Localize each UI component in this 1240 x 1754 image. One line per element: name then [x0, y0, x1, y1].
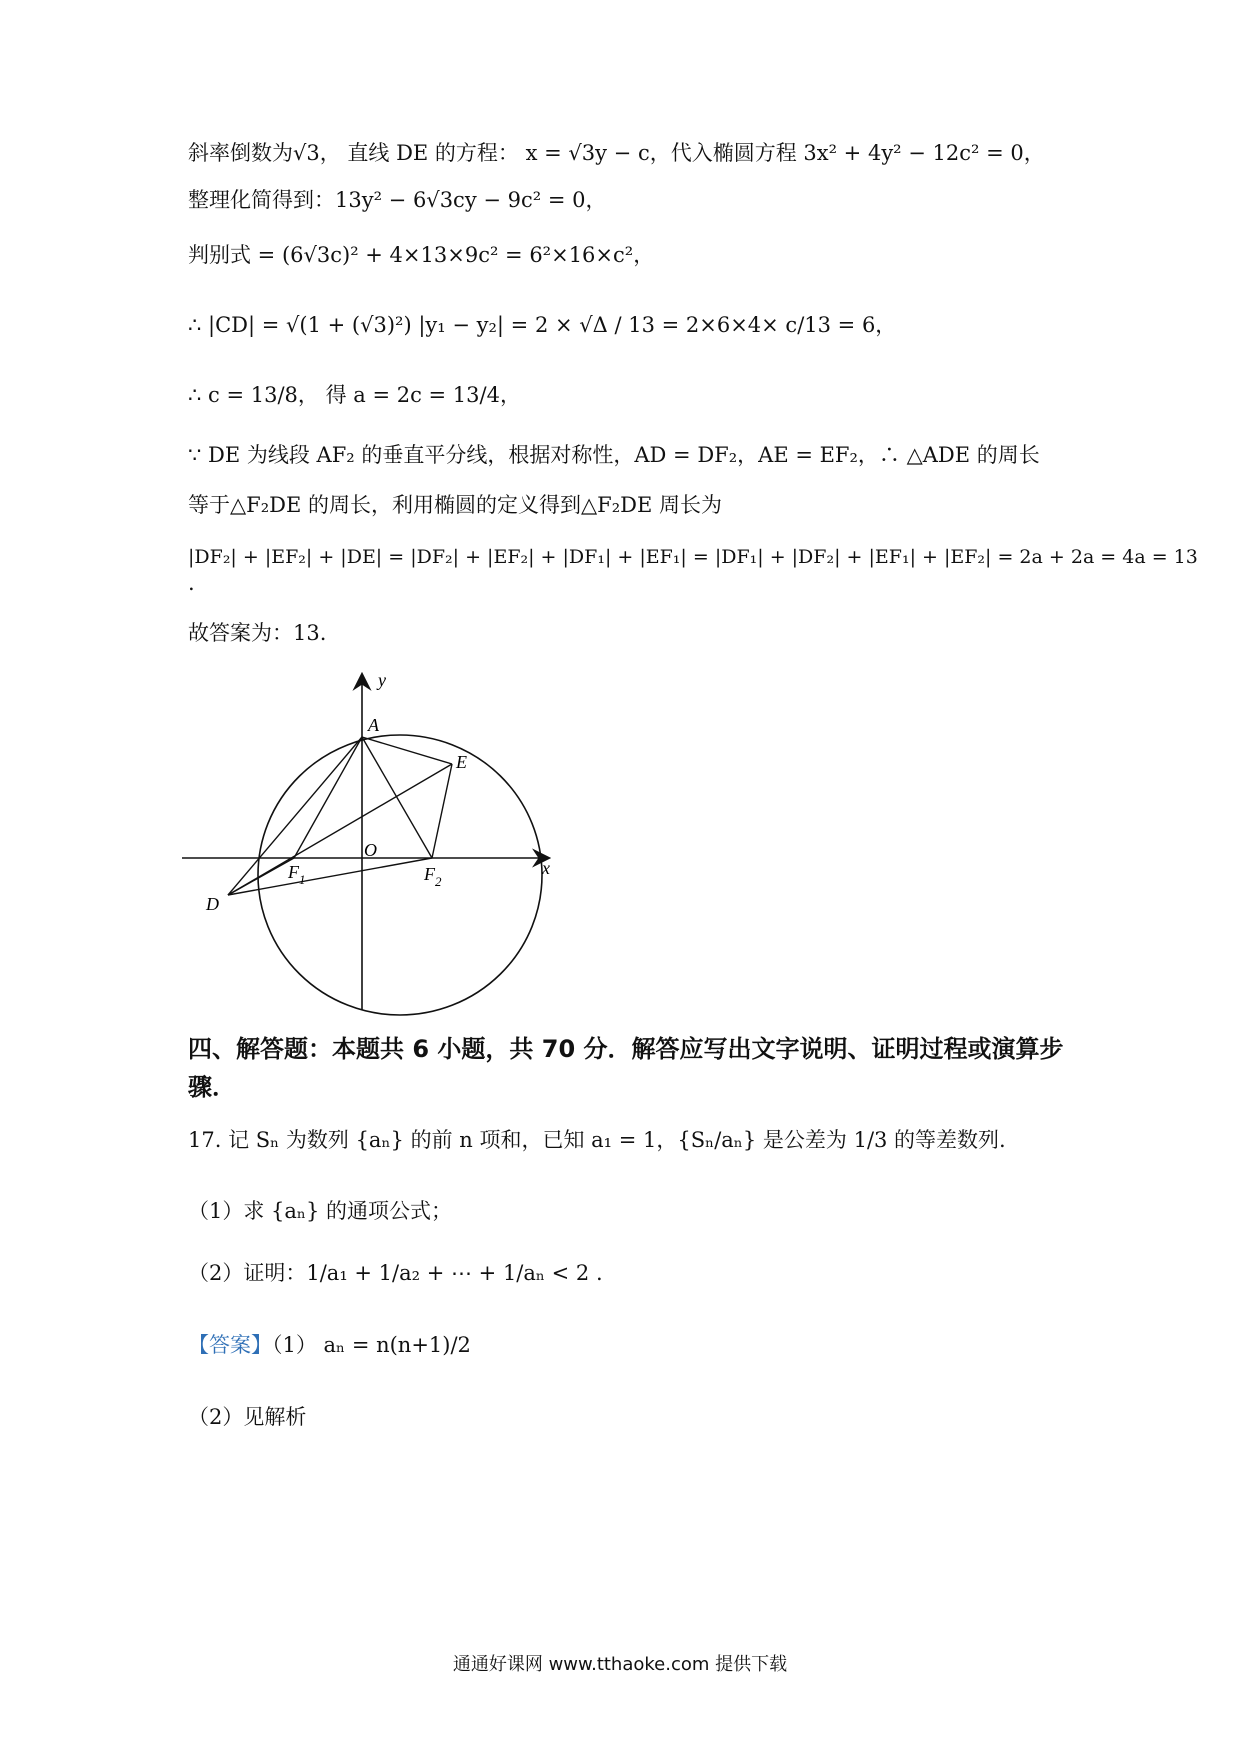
solution-line-2: 整理化简得到：13y² − 6√3cy − 9c² = 0，: [188, 188, 607, 212]
solution-line-3: 判别式 = (6√3c)² + 4×13×9c² = 6²×16×c²，: [188, 243, 655, 267]
solution-line-4: ∴ |CD| = √(1 + (√3)²) |y₁ − y₂| = 2 × √Δ / 13 = 2×6×4× c/13 = 6，: [188, 313, 897, 337]
answer-line-2: （2）见解析: [188, 1405, 307, 1429]
label-D: D: [206, 894, 219, 914]
problem-17-stem: 17. 记 Sₙ 为数列 {aₙ} 的前 n 项和，已知 a₁ = 1，{Sₙ/aₙ} 是公差为 1/3 的等差数列.: [188, 1128, 1006, 1152]
solution-line-9: .: [188, 571, 195, 595]
answer-1: （1） aₙ = n(n+1)/2: [272, 1333, 471, 1357]
label-F1: $F_1$: [288, 862, 306, 887]
solution-line-10: 故答案为：13.: [188, 621, 327, 645]
label-O: O: [364, 840, 377, 860]
ellipse-figure: [170, 660, 810, 1050]
page-footer: 通通好课网 www.tthaoke.com 提供下载: [452, 1654, 788, 1675]
label-A: A: [368, 715, 379, 735]
solution-line-1: 斜率倒数为√3， 直线 DE 的方程： x = √3y − c，代入椭圆方程 3x² + 4y² − 12c² = 0，: [188, 141, 1045, 165]
solution-line-5: ∴ c = 13/8， 得 a = 2c = 13/4，: [188, 383, 521, 407]
problem-17-part-1: （1）求 {aₙ} 的通项公式；: [188, 1199, 453, 1223]
label-y: y: [378, 670, 386, 690]
problem-17-part-2: （2）证明：1/a₁ + 1/a₂ + ⋯ + 1/aₙ < 2 .: [188, 1261, 603, 1285]
solution-line-6: ∵ DE 为线段 AF₂ 的垂直平分线，根据对称性，AD = DF₂，AE = EF₂，∴ △ADE 的周长: [188, 443, 1040, 467]
label-F2: $F_2$: [424, 864, 442, 889]
label-E: E: [456, 752, 467, 772]
answer-line-1: [188, 1330, 471, 1360]
answer-tag: 【答案】: [188, 1333, 272, 1357]
label-x: x: [542, 858, 550, 878]
section-heading: 四、解答题：本题共 6 小题，共 70 分．解答应写出文字说明、证明过程或演算步骤．: [188, 1035, 1064, 1101]
figure-segments: [228, 737, 452, 895]
segment-EF2: [432, 764, 452, 858]
solution-line-7: 等于△F₂DE 的周长，利用椭圆的定义得到△F₂DE 周长为: [188, 493, 722, 517]
solution-line-8: |DF₂| + |EF₂| + |DE| = |DF₂| + |EF₂| + |DF₁| + |EF₁| = |DF₁| + |DF₂| + |EF₁| + |EF₂| = 2a + 2a = 4a = 13: [188, 546, 1198, 568]
